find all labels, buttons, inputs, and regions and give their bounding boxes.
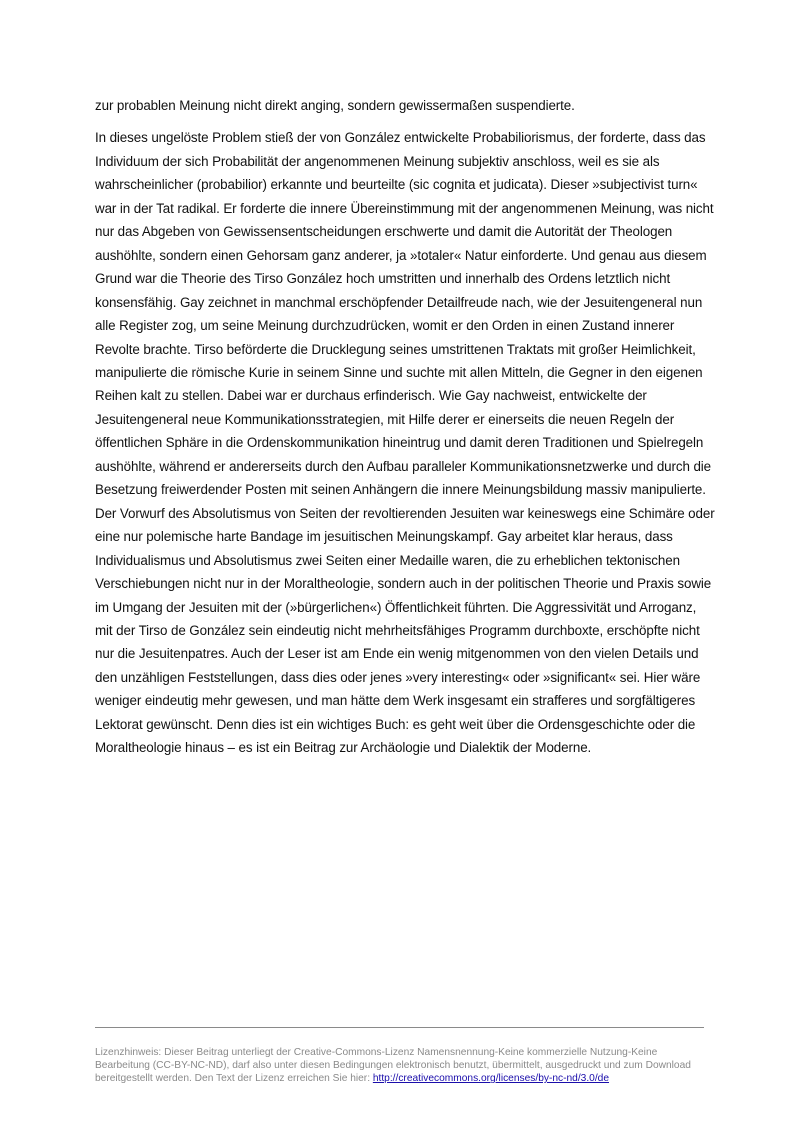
paragraph-continuation: zur probablen Meinung nicht direkt anging, sondern gewissermaßen suspendierte. — [95, 98, 575, 113]
license-footer — [95, 1046, 707, 1085]
article-body — [95, 94, 717, 760]
license-link[interactable]: http://creativecommons.org/licenses/by-nc-nd/3.0/de — [372, 1073, 609, 1085]
paragraph-main: In dieses ungelöste Problem stieß der von González entwickelte Probabiliorismus, der forderte, dass das Individuum der sich Probabilität der angenommenen Meinung subjektiv anschloss, weil es sie als wahrscheinlicher (probabilior) erkannte und beurteilte (sic cognita et judicata). Dieser »subjectivist turn« war in der Tat radikal. Er forderte die innere Übereinstimmung mit der angenommenen Meinung, was nicht nur das Abgeben von Gewissensentscheidungen erschwerte und damit die Autorität der Theologen aushöhlte, sondern einen Gehorsam ganz anderer, ja »totaler« Natur einforderte. Und genau aus diesem Grund war die Theorie des Tirso González hoch umstritten und innerhalb des Ordens letztlich nicht konsensfähig. Gay zeichnet in manchmal erschöpfender Detailfreude nach, wie der Jesuitengeneral nun alle Register zog, um seine Meinung durchzudrücken, womit er den Orden in einen Zustand innerer Revolte brachte. Tirso beförderte die Drucklegung seines umstrittenen Traktats mit großer Heimlichkeit, manipulierte die römische Kurie in seinem Sinne und suchte mit allen Mitteln, die Gegner in den eigenen Reihen kalt zu stellen. Dabei war er durchaus erfinderisch. Wie Gay nachweist, entwickelte der Jesuitengeneral neue Kommunikationsstrategien, mit Hilfe derer er einerseits die neuen Regeln der öffentlichen Sphäre in die Ordenskommunikation hineintrug und damit deren Traditionen und Spielregeln aushöhlte, während er andererseits durch den Aufbau paralleler Kommunikationsnetzwerke und durch die Besetzung freiwerdender Posten mit seinen Anhängern die innere Meinungsbildung massiv manipulierte. Der Vorwurf des Absolutismus von Seiten der revoltierenden Jesuiten war keineswegs eine Schimäre oder eine nur polemische harte Bandage im jesuitischen Meinungskampf. Gay arbeitet klar heraus, dass Individualismus und Absolutismus zwei Seiten einer Medaille waren, die zu erheblichen tektonischen Verschiebungen nicht nur in der Moraltheologie, sondern auch in der politischen Theorie und Praxis sowie im Umgang der Jesuiten mit der (»bürgerlichen«) Öffentlichkeit führten. Die Aggressivität und Arroganz, mit der Tirso de González sein eindeutig nicht mehrheitsfähiges Programm durchboxte, erschöpfte nicht nur die Jesuitenpatres. Auch der Leser ist am Ende ein wenig mitgenommen von den vielen Details und den unzähligen Feststellungen, dass dies oder jenes »very interesting« oder »significant« sei. Hier wäre weniger eindeutig mehr gewesen, und man hätte dem Werk insgesamt ein strafferes und sorgfältigeres Lektorat gewünscht. Denn dies ist ein wichtiges Buch: es geht weit über die Ordensgeschichte oder die Moraltheologie hinaus – es ist ein Beitrag zur Archäologie und Dialektik der Moderne. — [95, 130, 715, 756]
footer-divider — [95, 1027, 704, 1028]
license-notice: Lizenzhinweis: Dieser Beitrag unterliegt der Creative-Commons-Lizenz Namensnennung-Keine kommerzielle Nutzung-Keine Bearbeitung (CC-BY-NC-ND), darf also unter diesen Bedingungen elektronisch benutzt, übermittelt, ausgedruckt und zum Download bereitgestellt werden. Den Text der Lizenz erreichen Sie hier: — [95, 1047, 691, 1085]
